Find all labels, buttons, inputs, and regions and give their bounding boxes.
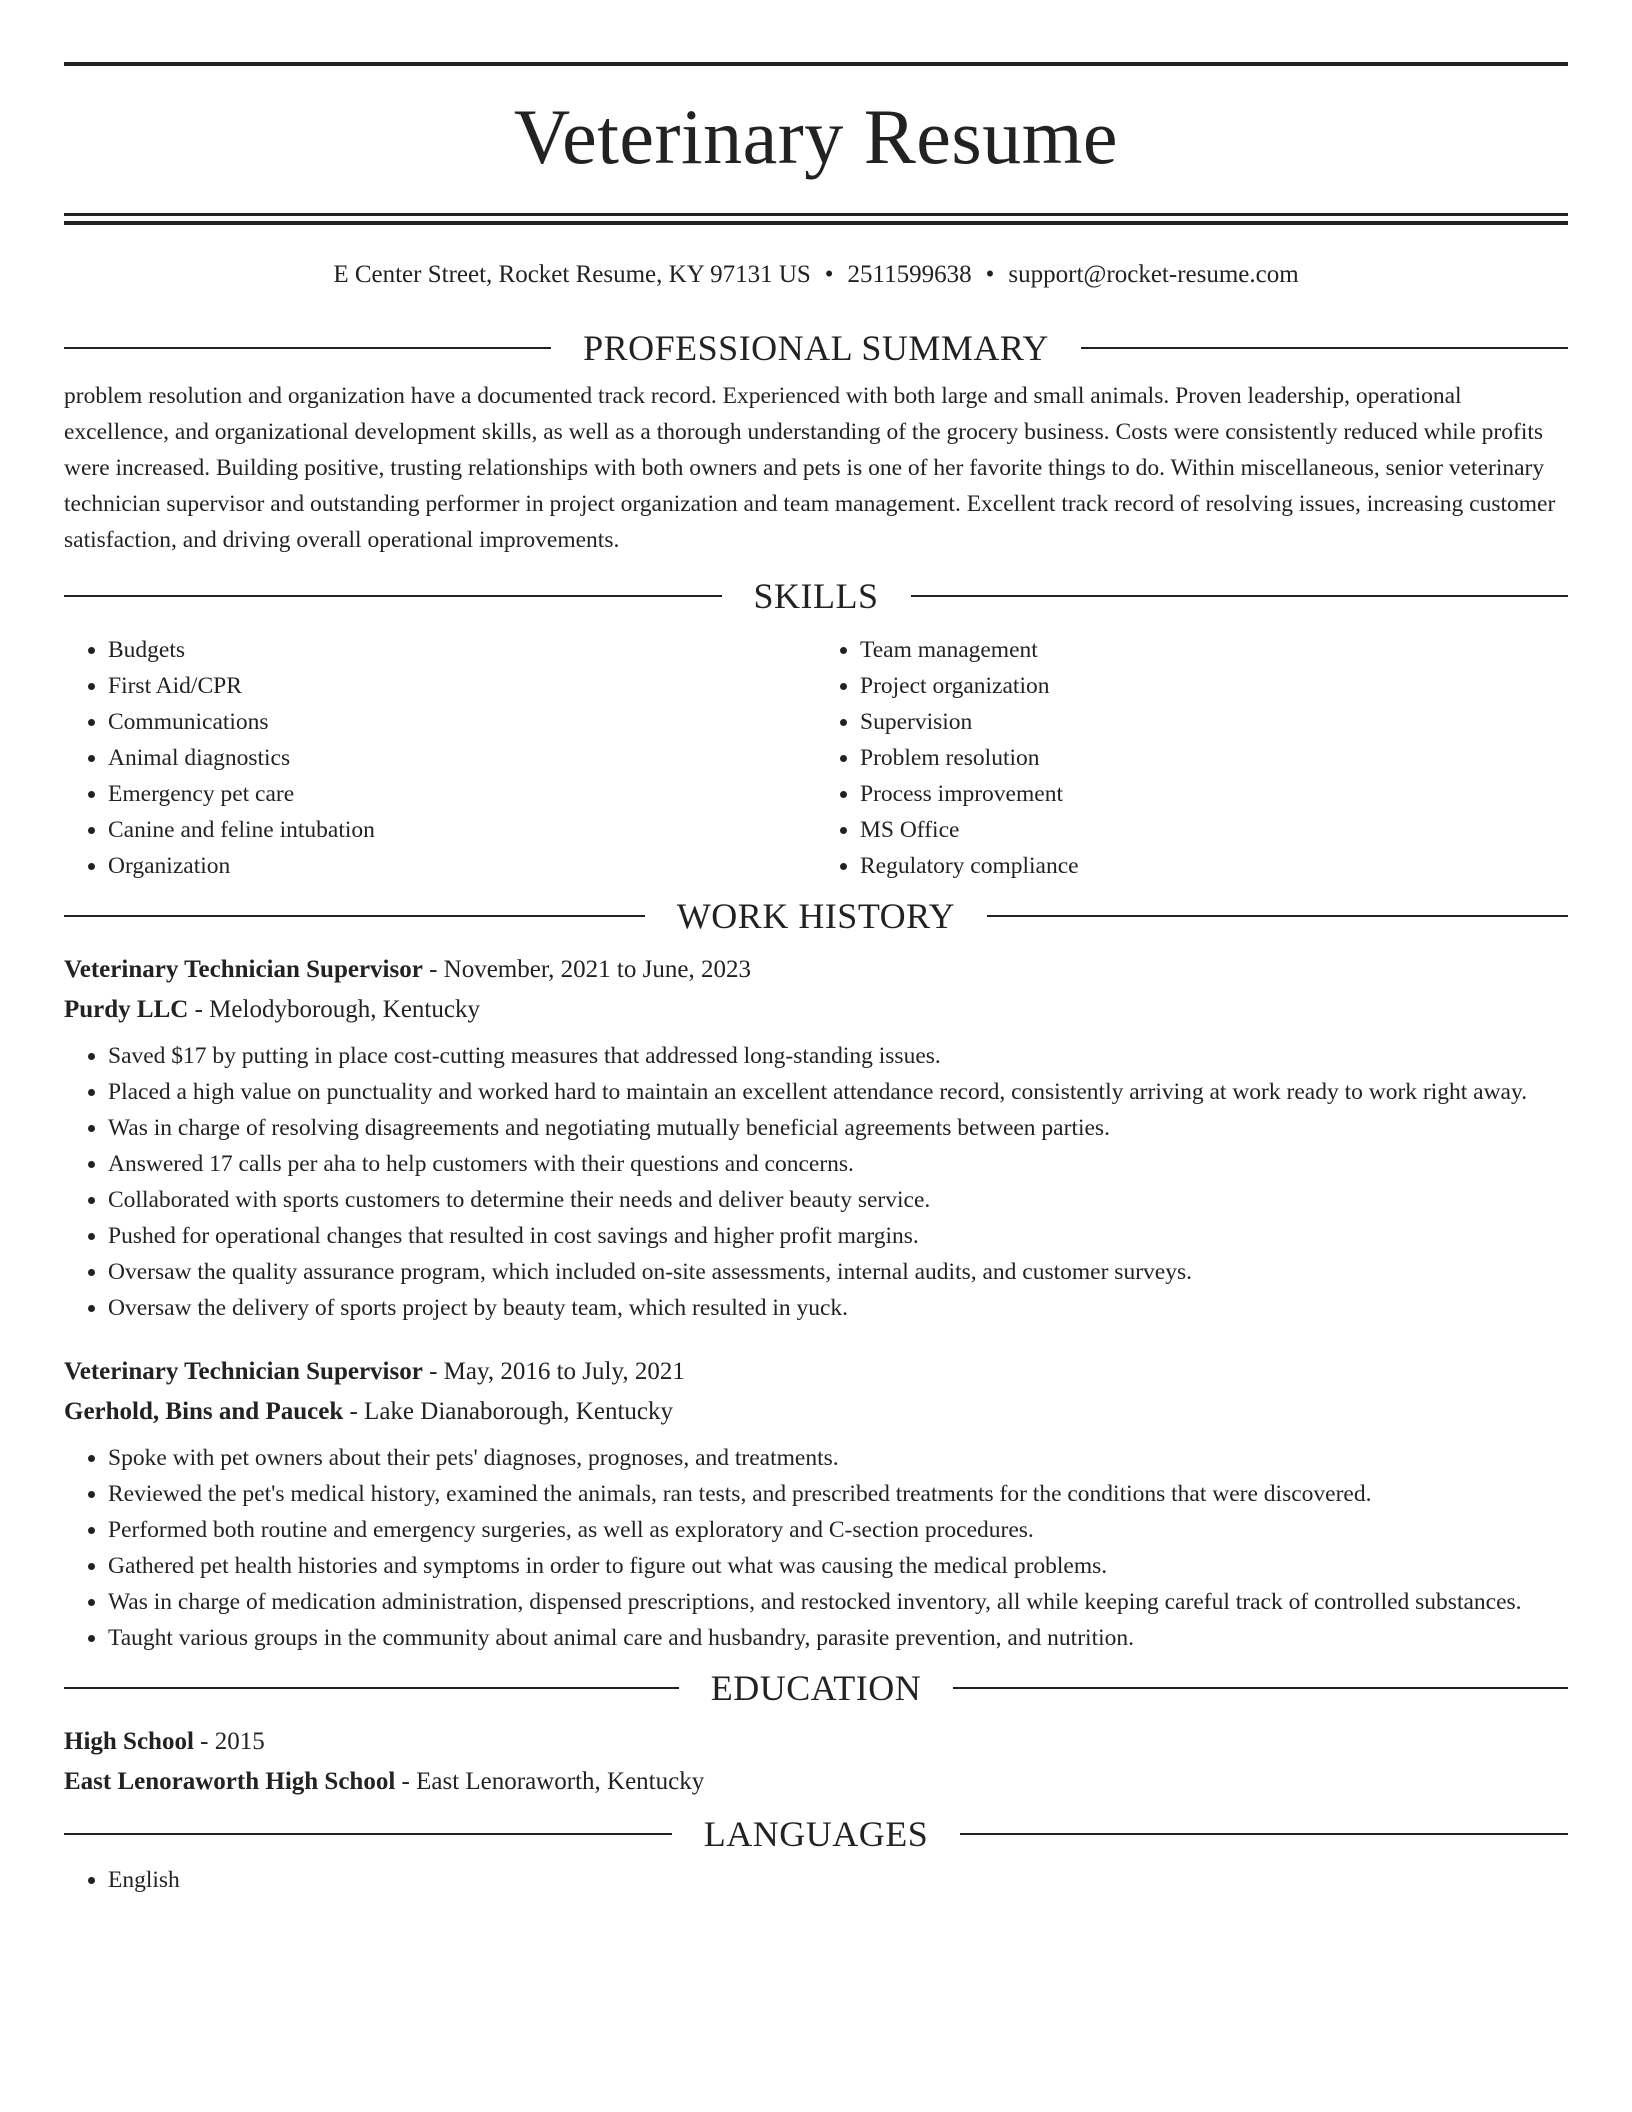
section-heading-summary: [64, 328, 1568, 368]
job-bullet: • Was in charge of medication administration, dispensed prescriptions, and restocked inventory, all while keeping careful track of controlled substances.: [108, 1584, 1568, 1620]
section-heading-skills: [64, 576, 1568, 616]
section-title: EDUCATION: [710, 1668, 922, 1708]
job-bullet: • Oversaw the delivery of sports project by beauty team, which resulted in yuck.: [108, 1290, 1568, 1326]
job-bullet: • Collaborated with sports customers to determine their needs and deliver beauty service.: [108, 1182, 1568, 1218]
job-company: Purdy LLC: [64, 996, 189, 1023]
job-bullet: • Placed a high value on punctuality and worked hard to maintain an excellent attendance record, consistently arriving at work ready to work right away.: [108, 1074, 1568, 1110]
heading-rule: [64, 1833, 672, 1835]
job-company-line: [64, 990, 1568, 1030]
job-bullets: [64, 1038, 1568, 1326]
summary-text: problem resolution and organization have a documented track record. Experienced with both large and small animals. Proven leadership, operational excellence, and organizational development skills, as well as a thorough understanding of the grocery business. Costs were consistently reduced while profits were increased. Building positive, trusting relationships with both owners and pets is one of her favorite things to do. Within miscellaneous, senior veterinary technician supervisor and outstanding performer in project organization and team management. Excellent track record of resolving issues, increasing customer satisfaction, and driving overall operational improvements.: [64, 383, 1556, 553]
section-title: LANGUAGES: [703, 1814, 929, 1854]
languages-list: [64, 1862, 1568, 1898]
job-bullet: • Reviewed the pet's medical history, examined the animals, ran tests, and prescribed treatments for the conditions that were discovered.: [108, 1476, 1568, 1512]
contact-phone: 2511599638: [847, 261, 972, 288]
skill-item: • Regulatory compliance: [860, 848, 1568, 884]
job-title: Veterinary Technician Supervisor: [64, 956, 423, 983]
education-year: - 2015: [193, 1728, 265, 1755]
job-spacer: [64, 1326, 1568, 1352]
skill-item: • First Aid/CPR: [108, 668, 816, 704]
heading-rule: [911, 595, 1569, 597]
title-double-rule: [64, 213, 1568, 225]
contact-address: E Center Street, Rocket Resume, KY 97131 US: [333, 261, 811, 288]
heading-rule: [64, 347, 551, 349]
job-location: - Lake Dianaborough, Kentucky: [343, 1398, 673, 1425]
contact-line: [64, 260, 1568, 290]
heading-rule: [64, 915, 645, 917]
job-entry: [64, 950, 1568, 1326]
job-title-line: [64, 1352, 1568, 1392]
heading-rule: [953, 1687, 1568, 1689]
education-degree-line: [64, 1722, 1568, 1762]
skill-item: • Supervision: [860, 704, 1568, 740]
job-bullet: • Gathered pet health histories and symptoms in order to figure out what was causing the medical problems.: [108, 1548, 1568, 1584]
skills-column-left: [64, 632, 816, 884]
section-heading-work: [64, 896, 1568, 936]
education-location: - East Lenoraworth, Kentucky: [395, 1768, 705, 1795]
skill-item: • Emergency pet care: [108, 776, 816, 812]
job-bullets: [64, 1440, 1568, 1656]
section-heading-languages: [64, 1814, 1568, 1854]
job-bullet: • Taught various groups in the community about animal care and husbandry, parasite prevention, and nutrition.: [108, 1620, 1568, 1656]
skill-item: • Process improvement: [860, 776, 1568, 812]
job-location: - Melodyborough, Kentucky: [188, 996, 480, 1023]
education-entry: [64, 1722, 1568, 1802]
job-dates: - May, 2016 to July, 2021: [422, 1358, 685, 1385]
job-bullet: • Pushed for operational changes that resulted in cost savings and higher profit margins.: [108, 1218, 1568, 1254]
heading-rule: [987, 915, 1568, 917]
job-bullet: • Was in charge of resolving disagreements and negotiating mutually beneficial agreements between parties.: [108, 1110, 1568, 1146]
section-title: SKILLS: [753, 576, 879, 616]
education-school: East Lenoraworth High School: [64, 1768, 396, 1795]
job-title: Veterinary Technician Supervisor: [64, 1358, 423, 1385]
job-dates: - November, 2021 to June, 2023: [422, 956, 751, 983]
skill-item: • Team management: [860, 632, 1568, 668]
contact-separator: •: [985, 261, 995, 288]
skill-item: • Communications: [108, 704, 816, 740]
heading-rule: [960, 1833, 1568, 1835]
job-title-line: [64, 950, 1568, 990]
contact-separator: •: [824, 261, 834, 288]
skill-item: • Budgets: [108, 632, 816, 668]
skills-list: [64, 632, 1568, 884]
contact-email: support@rocket-resume.com: [1008, 261, 1299, 288]
section-title: PROFESSIONAL SUMMARY: [583, 328, 1049, 368]
language-item: • English: [108, 1862, 1568, 1898]
top-rule: [64, 62, 1568, 66]
heading-rule: [1081, 347, 1568, 349]
job-bullet: • Answered 17 calls per aha to help customers with their questions and concerns.: [108, 1146, 1568, 1182]
job-company: Gerhold, Bins and Paucek: [64, 1398, 344, 1425]
job-entry: [64, 1352, 1568, 1656]
skill-item: • Problem resolution: [860, 740, 1568, 776]
job-company-line: [64, 1392, 1568, 1432]
skills-column-right: [816, 632, 1568, 884]
job-bullet: • Saved $17 by putting in place cost-cutting measures that addressed long-standing issues.: [108, 1038, 1568, 1074]
skill-item: • Organization: [108, 848, 816, 884]
skill-item: • Canine and feline intubation: [108, 812, 816, 848]
education-school-line: [64, 1762, 1568, 1802]
languages-bullets: [64, 1862, 1568, 1898]
section-title: WORK HISTORY: [676, 896, 956, 936]
skill-item: • Animal diagnostics: [108, 740, 816, 776]
heading-rule: [64, 1687, 679, 1689]
heading-rule: [64, 595, 722, 597]
section-heading-education: [64, 1668, 1568, 1708]
job-bullet: • Oversaw the quality assurance program, which included on-site assessments, internal audits, and customer surveys.: [108, 1254, 1568, 1290]
education-degree: High School: [64, 1728, 194, 1755]
job-bullet: • Spoke with pet owners about their pets' diagnoses, prognoses, and treatments.: [108, 1440, 1568, 1476]
resume-title: Veterinary Resume: [513, 93, 1119, 180]
skill-item: • Project organization: [860, 668, 1568, 704]
job-bullet: • Performed both routine and emergency surgeries, as well as exploratory and C-section procedures.: [108, 1512, 1568, 1548]
skill-item: • MS Office: [860, 812, 1568, 848]
